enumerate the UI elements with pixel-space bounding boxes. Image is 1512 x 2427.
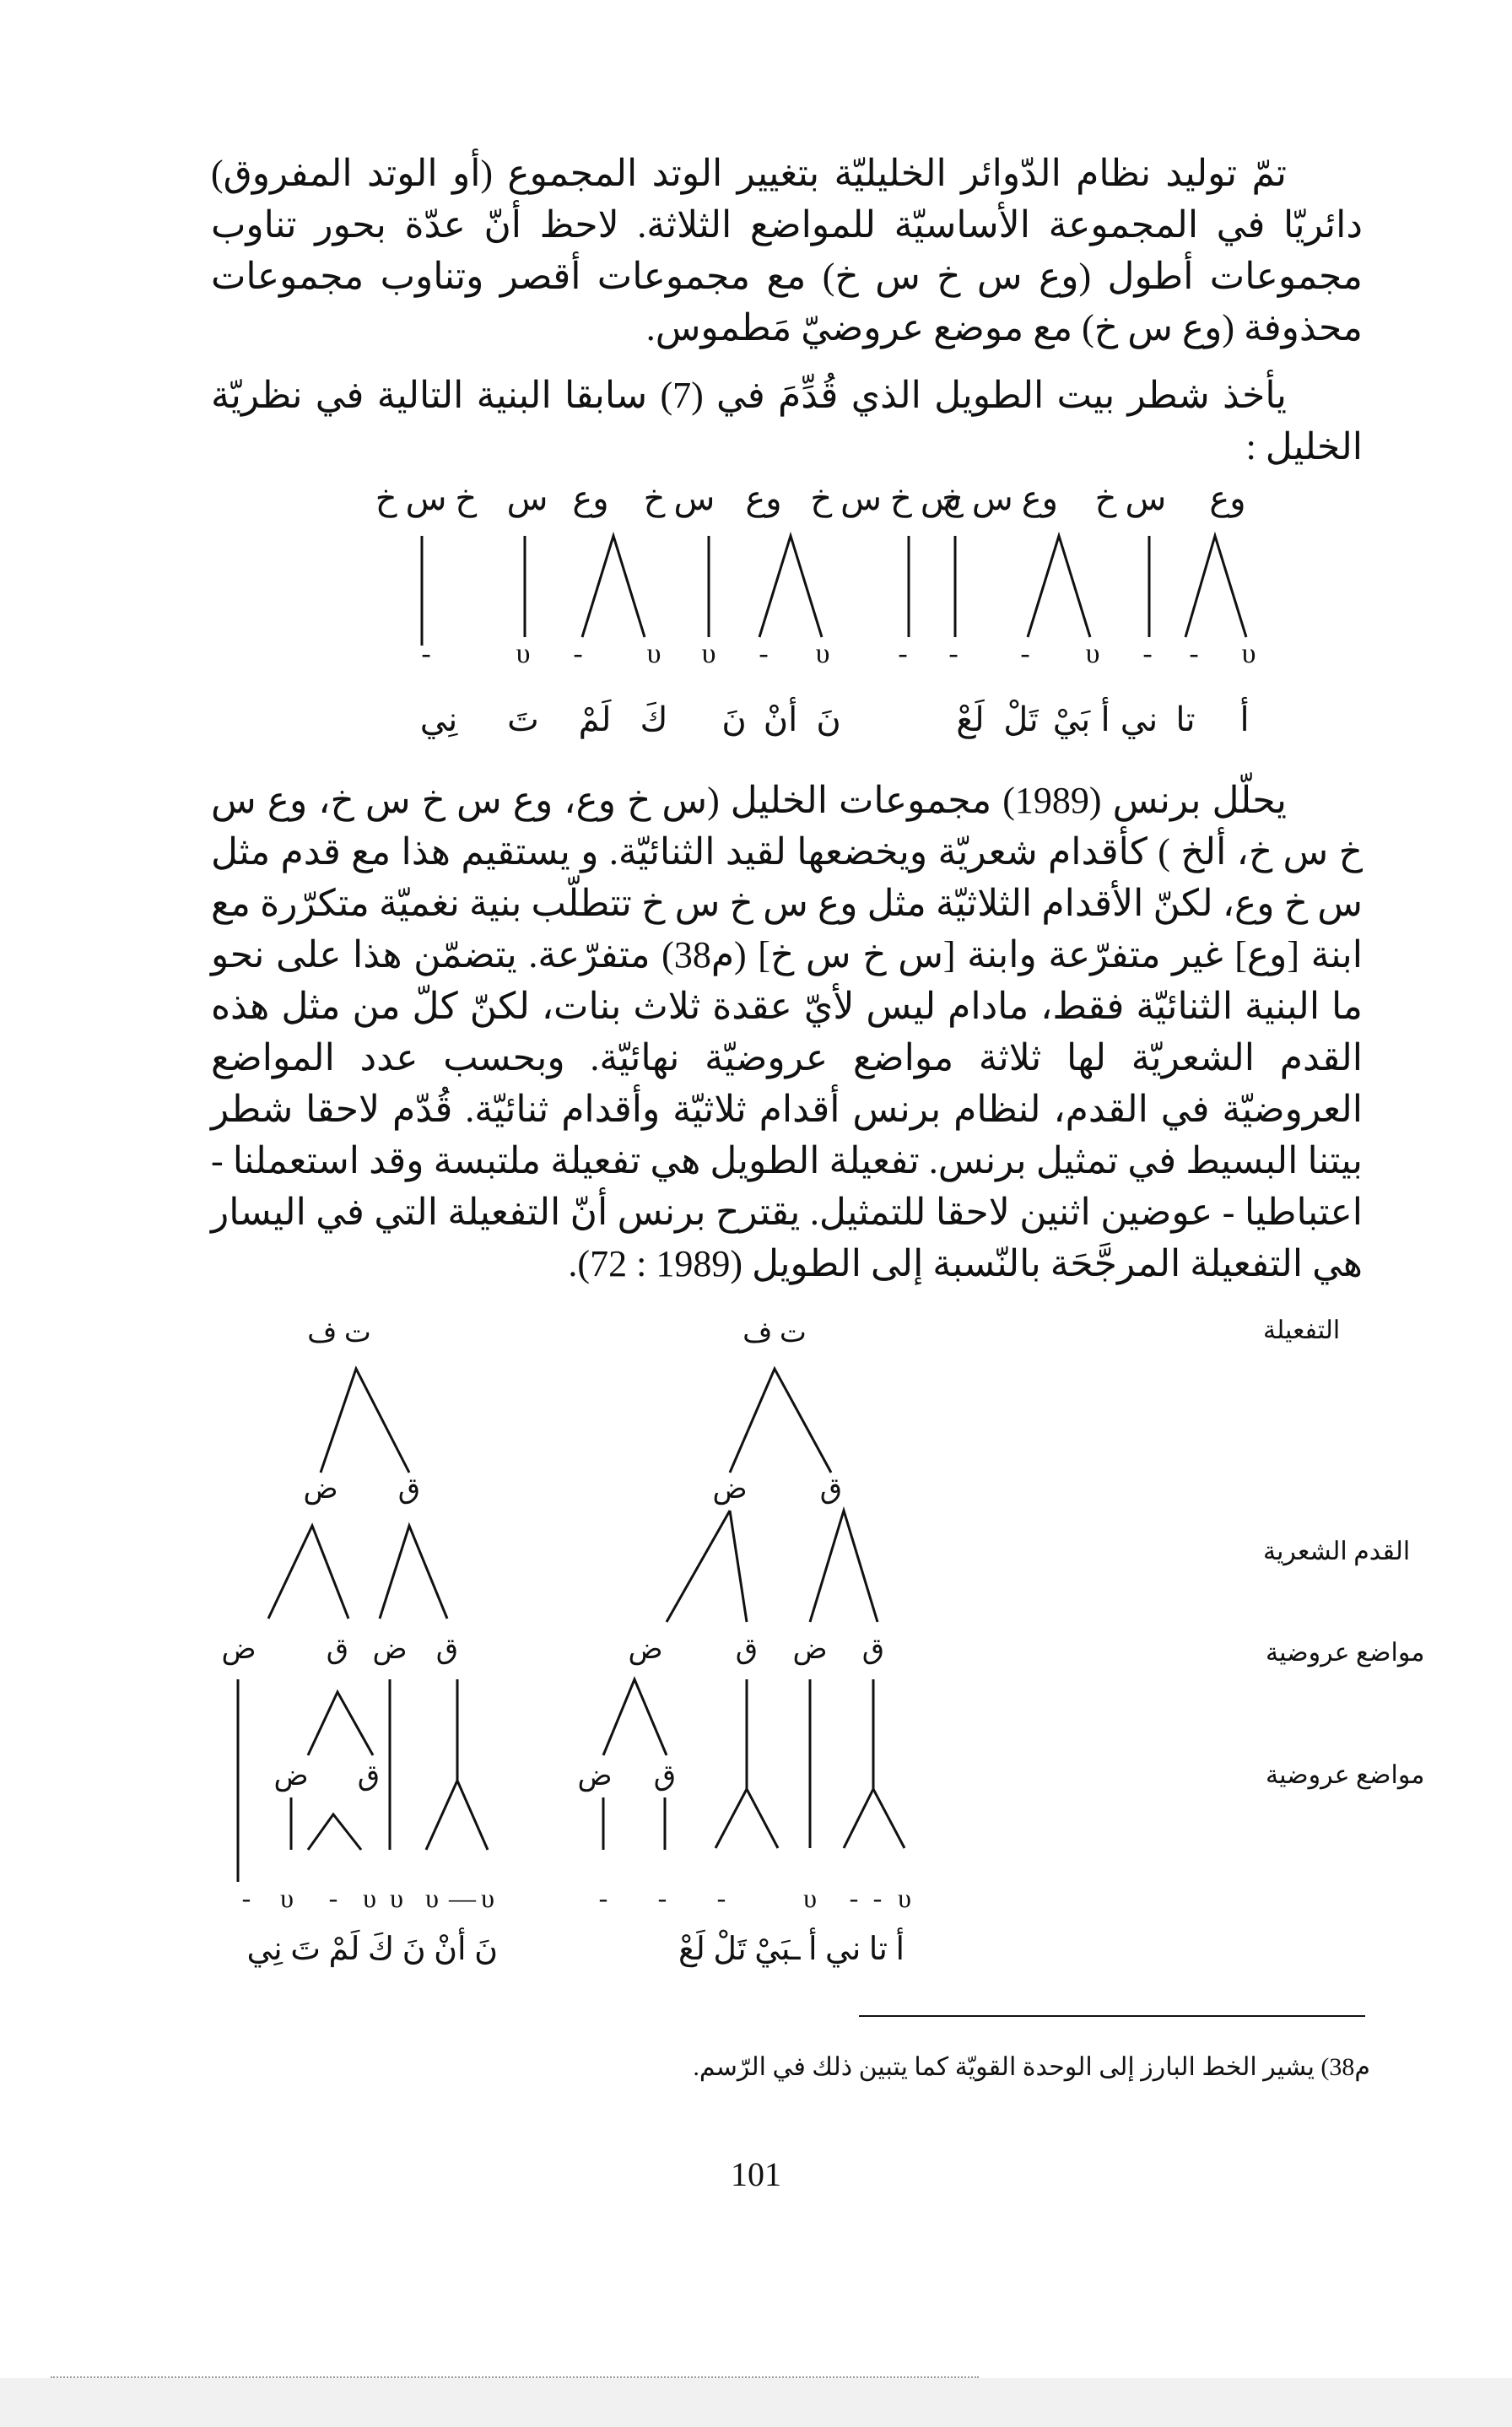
paragraph-1: تمّ توليد نظام الدّوائر الخليليّة بتغيير الوتد المجموع (أو الوتد المفروق) دائريّا في المجموعة الأساسيّة للمواضع الثلاثة. لاحظ أنّ عدّة بحور تناوب مجموعات أطول (وع س خ س خ) مع مجموعات أقصر وتناوب مجموعات محذوفة (وع س خ) مع موضع عروضيّ مَطموس. — [211, 153, 1363, 349]
right-pos-q2: ق — [735, 1634, 759, 1665]
right-mark: - — [598, 1883, 608, 1913]
left-root-label: ت ف — [307, 1317, 371, 1349]
quantity-mark: - — [898, 638, 908, 669]
left-pos-q2: ق — [326, 1634, 349, 1665]
left-pos-d2: ض — [221, 1634, 256, 1665]
syllable: نَ — [721, 700, 747, 738]
left-mark: υ — [280, 1883, 294, 1913]
right-sub-d: ض — [577, 1760, 613, 1792]
left-pos-d: ض — [372, 1634, 408, 1665]
group-label: س — [506, 479, 548, 517]
right-mark: υ — [803, 1883, 817, 1913]
left-mark: - — [328, 1883, 338, 1913]
quantity-mark: υ — [1085, 638, 1100, 669]
left-sub-d: ض — [273, 1760, 309, 1792]
syllable: لَمْ — [578, 700, 612, 738]
group-label: وع — [1209, 479, 1246, 517]
quantity-mark: - — [948, 638, 958, 669]
group-label: وع س خ — [942, 479, 1058, 517]
page-number: 101 — [731, 2155, 781, 2193]
row-label-tafeela: التفعيلة — [1263, 1316, 1341, 1344]
quantity-mark: - — [1142, 638, 1153, 669]
quantity-mark: υ — [1241, 638, 1256, 669]
left-mark: υ — [425, 1883, 439, 1913]
syllable: تَ — [507, 700, 539, 738]
quantity-mark: - — [1189, 638, 1199, 669]
quantity-mark: - — [759, 638, 769, 669]
group-label: وع — [745, 479, 782, 517]
syllable: نَ — [816, 700, 841, 738]
right-pos-d2: ض — [628, 1634, 663, 1665]
left-mark: υ — [481, 1883, 494, 1913]
group-label: خ س خ — [375, 479, 478, 517]
syllable: أ — [1100, 700, 1110, 738]
left-pos-q: ق — [435, 1634, 459, 1665]
left-mark: — — [449, 1883, 476, 1913]
row-label-foot: القدم الشعرية — [1263, 1538, 1411, 1565]
group-label: وع — [572, 479, 609, 517]
bottom-margin — [0, 2378, 1512, 2427]
quantity-mark: - — [421, 638, 431, 669]
syllable: أ — [1239, 700, 1250, 738]
group-label: س خ — [643, 479, 716, 517]
left-mark: υ — [363, 1883, 376, 1913]
syllable: لَعْ — [956, 700, 985, 738]
right-root-label: ت ف — [742, 1317, 807, 1349]
syllable: أنْ — [763, 700, 798, 738]
syllable: تا — [1175, 700, 1196, 738]
left-mark: υ — [390, 1883, 403, 1913]
right-pos-d: ض — [792, 1634, 828, 1665]
group-label: س خ — [1094, 479, 1167, 517]
row-label-positions-2: مواضع عروضية — [1266, 1761, 1425, 1789]
quantity-mark: υ — [815, 638, 830, 669]
paragraph-2: يأخذ شطر بيت الطويل الذي قُدِّمَ في (7) سابقا البنية التالية في نظريّة الخليل : — [211, 375, 1363, 468]
right-mark: - — [657, 1883, 667, 1913]
right-mark: - — [872, 1883, 883, 1913]
quantity-mark: - — [573, 638, 583, 669]
right-syllables: أ تا ني أ ـبَيْ تَلْ لَعْ — [678, 1932, 904, 1967]
quantity-mark: υ — [516, 638, 531, 669]
left-foot-q: ق — [397, 1473, 421, 1505]
row-label-positions: مواضع عروضية — [1266, 1639, 1425, 1667]
quantity-mark: υ — [646, 638, 662, 669]
right-sub-q: ق — [653, 1760, 677, 1792]
left-mark: - — [241, 1883, 251, 1913]
right-mark: υ — [898, 1883, 911, 1913]
group-label: س خ س خ — [810, 479, 962, 517]
syllable: كَ — [640, 700, 668, 738]
right-pos-q: ق — [861, 1634, 885, 1665]
right-foot-d: ض — [712, 1473, 748, 1505]
syllable: بَيْ — [1052, 700, 1091, 738]
syllable: ني — [1120, 700, 1158, 738]
footnote: م38) يشير الخط البارز إلى الوحدة القويّة كما يتبين ذلك في الرّسم. — [693, 2053, 1370, 2081]
left-foot-d: ض — [303, 1473, 338, 1505]
quantity-mark: - — [1020, 638, 1030, 669]
right-foot-q: ق — [819, 1473, 843, 1505]
quantity-mark: υ — [701, 638, 716, 669]
syllable: تَلْ — [1003, 700, 1039, 738]
right-mark: - — [849, 1883, 859, 1913]
left-sub-q: ق — [357, 1760, 381, 1792]
paragraph-3: يحلّل برنس (1989) مجموعات الخليل (س خ وع، وع س خ س خ، وع س خ س خ، ألخ ) كأقدام شعريّة ويخضعها لقيد الثنائيّة. و يستقيم هذا مع قدم مثل س خ وع، لكنّ الأقدام الثلاثيّة مثل وع س خ س خ تتطلّب بنية نغميّة متكرّرة مع ابنة [وع] غير متفرّعة وابنة [س خ س خ] (م38) متفرّعة. يتضمّن هذا على نحو ما البنية الثنائيّة فقط، مادام ليس لأيّ عقدة ثلاث بنات، لكنّ كلّ من مثل هذه القدم الشعريّة لها ثلاثة مواضع عروضيّة نهائيّة. وبحسب عدد المواضع العروضيّة في القدم، لنظام برنس أقدام ثلاثيّة وأقدام ثنائيّة. قُدّم لاحقا شطر بيتنا البسيط في تمثيل برنس. تفعيلة الطويل هي تفعيلة ملتبسة وقد استعملنا - اعتباطيا - عوضين اثنين لاحقا للتمثيل. يقترح برنس أنّ التفعيلة التي في اليسار هي التفعيلة المرجَّحَة بالنّسبة إلى الطويل (1989 : 72). — [211, 780, 1364, 1284]
footnote-divider — [859, 2015, 1365, 2017]
right-mark: - — [716, 1883, 726, 1913]
syllable: نِي — [419, 700, 458, 738]
left-syllables: نَ أنْ نَ كَ لَمْ تَ نِي — [246, 1932, 498, 1967]
